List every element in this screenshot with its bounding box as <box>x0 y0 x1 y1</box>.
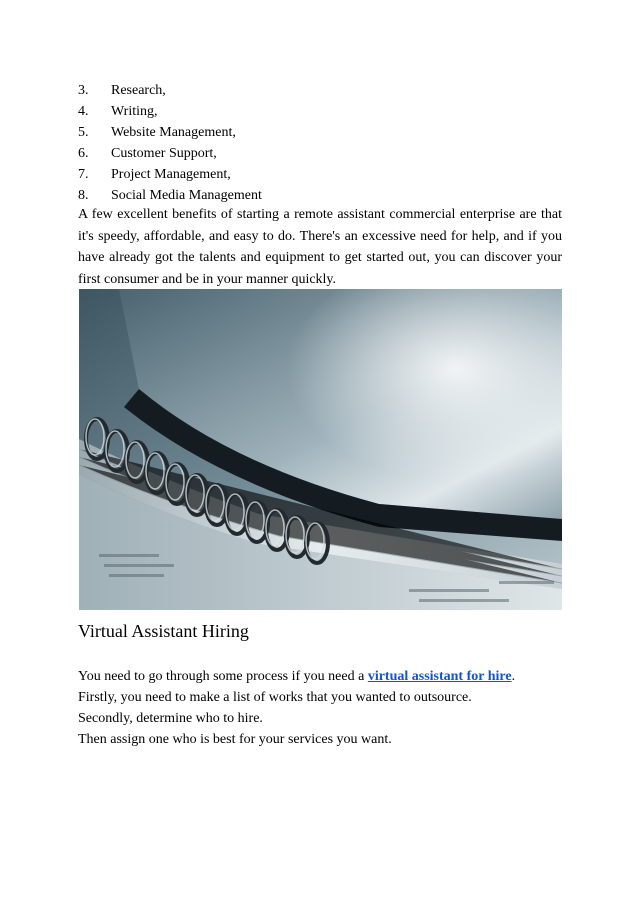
body-line: Then assign one who is best for your services you want. <box>78 732 392 747</box>
list-number: 3. <box>78 83 89 98</box>
body-line <box>78 666 515 687</box>
body-line: Secondly, determine who to hire. <box>78 711 263 726</box>
list-number: 6. <box>78 146 89 161</box>
section-body <box>78 666 515 750</box>
list-label: Website Management, <box>111 125 236 140</box>
body-text: You need to go through some process if you need a <box>78 669 368 684</box>
section-heading: Virtual Assistant Hiring <box>78 621 249 641</box>
list-item <box>78 164 262 185</box>
services-list <box>78 80 262 206</box>
list-item <box>78 122 262 143</box>
list-label: Project Management, <box>111 167 231 182</box>
body-line: Firstly, you need to make a list of works that you wanted to outsource. <box>78 690 472 705</box>
list-label: Customer Support, <box>111 146 217 161</box>
list-label: Writing, <box>111 104 158 119</box>
list-label: Research, <box>111 83 166 98</box>
list-number: 4. <box>78 104 89 119</box>
list-number: 8. <box>78 188 89 203</box>
intro-paragraph: A few excellent benefits of starting a remote assistant commercial enterprise are that it's speedy, affordable, and easy to do. There's an excessive need for help, and if you have already got the talents and equipment to get started out, you can discover your first consumer and be in your manner quickly. <box>78 207 562 287</box>
body-text: . <box>511 669 516 684</box>
list-item <box>78 185 262 206</box>
list-item <box>78 80 262 101</box>
list-item <box>78 101 262 122</box>
notebook-tablet-photo <box>79 289 562 610</box>
virtual-assistant-link[interactable]: virtual assistant for hire <box>367 669 512 684</box>
list-item <box>78 143 262 164</box>
list-number: 7. <box>78 167 89 182</box>
list-label: Social Media Management <box>111 188 262 203</box>
list-number: 5. <box>78 125 89 140</box>
